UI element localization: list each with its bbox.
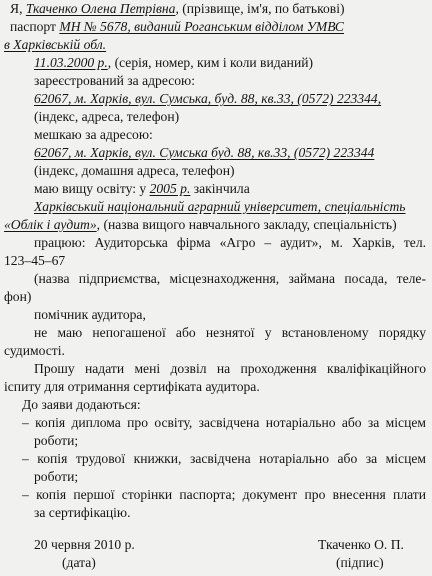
home-address: 62067, м. Харків, вул. Сумська буд. 88, кв.33, (0572) 223344 [34,145,375,160]
employment-line: працюю: Аудиторська фірма «Агро – аудит», м. Харків, тел. [34,235,426,250]
attachment-diploma: – копія диплома про освіту, засвідчена нотаріально або за місцем [22,415,426,430]
criminal-record-line: не маю непогашеної або незнятої у встановленому порядку [34,325,426,340]
signature-name: Ткаченко О. П. [318,537,404,552]
registered-address-label: зареєстрований за адресою: [34,73,195,88]
education-line: маю вищу освіту: у 2005 р. закінчила [34,181,250,196]
passport-issue-date: 11.03.2000 р. [34,55,108,70]
attachments-label: До заяви додаються: [22,397,141,412]
applicant-name: Ткаченко Олена Петрівна [25,1,176,16]
employment-caption: (назва підприємства, місцезнаходження, займана посада, теле- [34,271,426,286]
home-address-caption: (індекс, домашня адреса, телефон) [34,163,235,178]
job-position: помічник аудитора, [34,307,146,322]
registered-address: 62067, м. Харків, вул. Сумська, буд. 88, кв.33, (0572) 223344, [34,91,382,106]
registered-address-caption: (індекс, адреса, телефон) [34,109,180,124]
attachment-workbook: – копія трудової книжки, засвідчена нотаріально або за місцем [22,451,426,466]
request-line: Прошу надати мені дозвіл на проходження кваліфікаційного [34,361,426,376]
criminal-record-end: судимості. [4,343,65,358]
attachment-passport: – копія першої сторінки паспорта; документ про внесення плати [22,487,426,502]
request-line-end: іспиту для отримання сертифіката аудитора. [4,379,260,394]
employment-phone: 123–45–67 [4,253,66,268]
graduation-year: 2005 р. [149,181,191,196]
applicant-name-line: Я, Ткаченко Олена Петрівна, (прізвище, ім'я, по батькові) [10,1,345,16]
specialty: «Облік і аудит» [4,217,97,232]
employment-caption-end: фон) [4,289,32,304]
passport-line: паспорт МН № 5678, виданий Роганським відділом УМВС [10,19,344,34]
attachment-workbook-end: роботи; [34,469,79,484]
specialty-line: «Облік і аудит», (назва вищого навчального закладу, спеціальність) [4,217,397,232]
passport-region: в Харківській обл. [4,37,107,52]
signature-date: 20 червня 2010 р. [34,537,135,552]
passport-issue-line: 11.03.2000 р., (серія, номер, ким і коли виданий) [34,55,314,70]
signature-name-caption: (підпис) [336,555,384,570]
passport-details: МН № 5678, виданий Роганським відділом УМВС [59,19,344,34]
home-address-label: мешкаю за адресою: [34,127,153,142]
attachment-diploma-end: роботи; [34,433,79,448]
signature-date-caption: (дата) [62,555,96,570]
attachment-passport-end: за сертифікацію. [34,505,131,520]
university-name: Харківський національний аграрний університет, спеціальність [34,199,406,214]
